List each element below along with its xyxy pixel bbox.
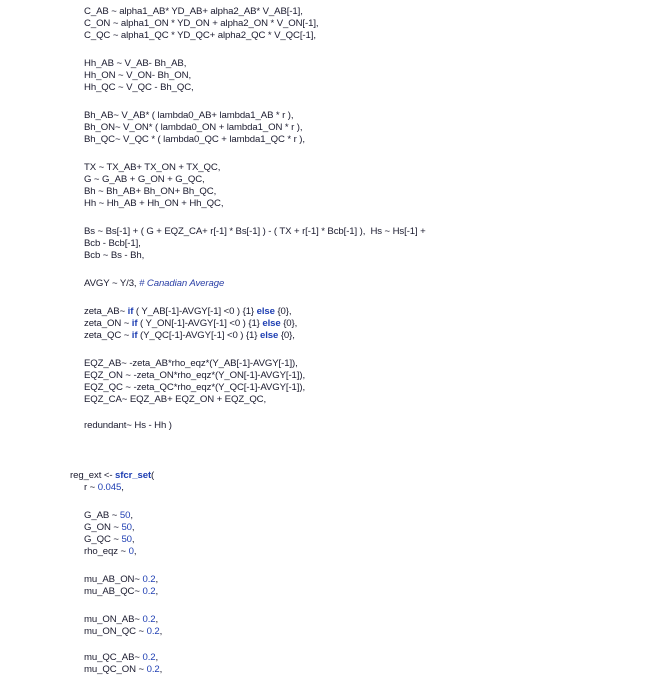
code-number: 0.2 [142,614,156,625]
code-number: 50 [121,522,132,533]
code-text: mu_AB_ON~ [84,574,143,585]
code-text: ( Y_AB[-1]-AVGY[-1] <0 ) {1} [133,306,257,317]
code-text: EQZ_QC ~ -zeta_QC*rho_eqz*(Y_QC[-1]-AVGY[-1]), [84,382,306,393]
code-line [84,306,291,317]
code-text: zeta_ON ~ [84,318,132,329]
code-text: Bcb ~ Bs - Bh, [84,250,145,261]
code-keyword: if [131,330,138,341]
code-text: , [155,614,159,625]
code-text: {0}, [280,318,298,329]
code-text: Bh_ON~ V_ON* ( lambda0_ON + lambda1_ON * r ), [84,122,303,133]
code-text: zeta_QC ~ [84,330,132,341]
code-text: mu_AB_QC~ [84,586,143,597]
code-line [84,510,133,521]
code-keyword: else [256,306,275,317]
code-line [84,382,305,393]
code-line [84,174,205,185]
code-text: Bh_AB~ V_AB* ( lambda0_AB+ lambda1_AB * r ), [84,110,294,121]
code-line [84,238,141,249]
code-line [84,82,194,93]
code-line [84,420,172,431]
code-number: 0 [128,546,134,557]
code-text: AVGY ~ Y/3, [84,278,140,289]
code-text: , [155,586,159,597]
code-line [84,134,305,145]
code-line [84,226,426,237]
code-text: EQZ_ON ~ -zeta_ON*rho_eqz*(Y_ON[-1]-AVGY[-1]), [84,370,306,381]
code-text: G_ON ~ [84,522,122,533]
code-line [84,534,135,545]
code-text: , [159,664,163,675]
code-line [84,664,162,675]
code-text: , [131,534,135,545]
code-text: EQZ_AB~ -zeta_AB*rho_eqz*(Y_AB[-1]-AVGY[-1]), [84,358,298,369]
code-text: C_ON ~ alpha1_ON * YD_ON + alpha2_ON * V_ON[-1], [84,18,319,29]
code-text: G_QC ~ [84,534,122,545]
code-keyword: else [262,318,281,329]
code-text: zeta_AB~ [84,306,128,317]
code-line [84,522,135,533]
code-text: ( [151,470,155,481]
code-text: , [155,574,159,585]
code-line [84,278,224,289]
code-text: mu_QC_AB~ [84,652,143,663]
code-keyword: if [127,306,134,317]
code-line [84,614,158,625]
code-text: , [131,522,135,533]
code-line [84,6,303,17]
code-number: 0.045 [97,482,122,493]
code-line [84,198,223,209]
code-text: Bcb - Bcb[-1], [84,238,141,249]
code-line [84,318,297,329]
code-text: {0}, [278,330,295,341]
code-line [84,122,302,133]
code-line [84,162,220,173]
code-line [84,586,158,597]
code-line [84,58,186,69]
code-line [84,30,316,41]
code-line [84,358,298,369]
code-line [84,626,162,637]
code-line [70,470,154,481]
code-text: C_AB ~ alpha1_AB* YD_AB+ alpha2_AB* V_AB[-1], [84,6,303,17]
code-text: G_AB ~ [84,510,120,521]
code-text: ( Y_ON[-1]-AVGY[-1] <0 ) {1} [137,318,263,329]
code-text: mu_ON_QC ~ [84,626,147,637]
code-text: Bh_QC~ V_QC * ( lambda0_QC + lambda1_QC * r ), [84,134,305,145]
code-text: , [155,652,159,663]
code-text: Bh ~ Bh_AB+ Bh_ON+ Bh_QC, [84,186,217,197]
code-comment: # Canadian Average [139,278,225,289]
code-line [84,652,158,663]
code-line [84,110,293,121]
code-text: Hh_QC ~ V_QC - Bh_QC, [84,82,194,93]
code-text: EQZ_CA~ EQZ_AB+ EQZ_ON + EQZ_QC, [84,394,267,405]
code-text: , [130,510,133,521]
code-text: Hh_ON ~ V_ON- Bh_ON, [84,70,192,81]
code-line [84,18,318,29]
code-text: Hh_AB ~ V_AB- Bh_AB, [84,58,187,69]
code-number: 50 [119,510,131,521]
code-text: rho_eqz ~ [84,546,129,557]
code-text: {0}, [274,306,292,317]
code-number: 0.2 [146,626,160,637]
code-number: 0.2 [146,664,160,675]
code-number: 0.2 [142,574,156,585]
code-line [84,70,191,81]
code-text: redundant~ Hs - Hh ) [84,420,172,431]
code-text: C_QC ~ alpha1_QC * YD_QC+ alpha2_QC * V_QC[-1], [84,30,316,41]
code-text: reg_ext <- [70,470,116,481]
code-text: Hh ~ Hh_AB + Hh_ON + Hh_QC, [84,198,224,209]
code-line [84,330,295,341]
code-keyword: else [259,330,279,341]
code-line [84,370,305,381]
code-text: TX ~ TX_AB+ TX_ON + TX_QC, [84,162,221,173]
code-line [84,482,124,493]
code-text: , [159,626,163,637]
code-text: G ~ G_AB + G_ON + G_QC, [84,174,205,185]
code-text: , [121,482,124,493]
code-text: mu_QC_ON ~ [84,664,147,675]
code-text: (Y_QC[-1]-AVGY[-1] <0 ) {1} [137,330,260,341]
code-text: Bs ~ Bs[-1] + ( G + EQZ_CA+ r[-1] * Bs[-1] ) - ( TX + r[-1] * Bcb[-1] ), Hs ~ Hs[-1] + [84,226,426,237]
code-text: mu_ON_AB~ [84,614,143,625]
code-line [84,250,144,261]
code-keyword: sfcr_set [115,470,152,481]
code-number: 50 [121,534,132,545]
code-text: r ~ [84,482,98,493]
code-line [84,394,266,405]
code-number: 0.2 [142,586,156,597]
code-keyword: if [131,318,138,329]
code-text: , [133,546,137,557]
code-number: 0.2 [142,652,156,663]
code-line [84,546,136,557]
code-line [84,186,216,197]
code-line [84,574,158,585]
